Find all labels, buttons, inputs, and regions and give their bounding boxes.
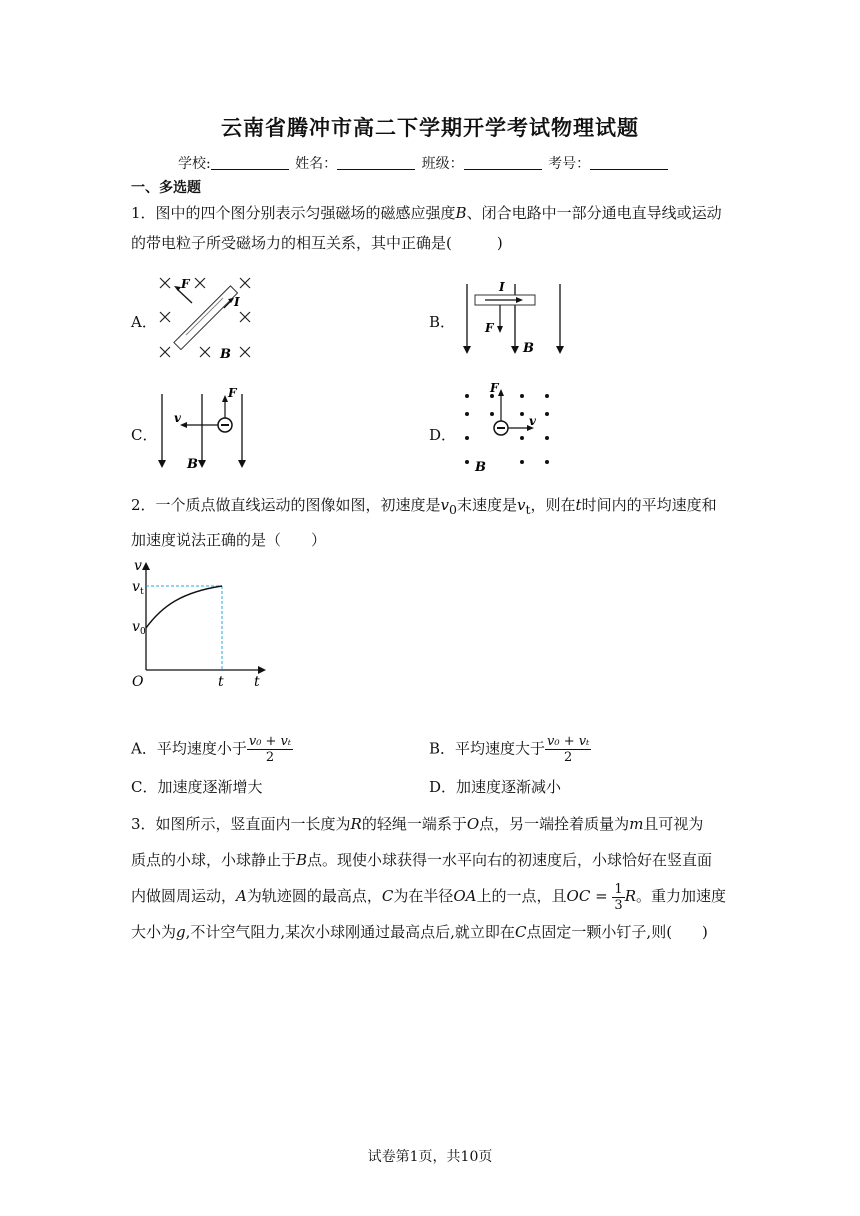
exam-number-blank[interactable] (590, 155, 668, 170)
label-b: B (220, 347, 231, 362)
q1-option-d-label[interactable]: D． (429, 426, 457, 444)
svg-text:v: v (134, 558, 142, 574)
page-footer: 试卷第1页，共10页 (367, 1149, 493, 1165)
svg-text:t: t (140, 587, 144, 597)
svg-text:F: F (228, 386, 237, 400)
q1-option-b-label[interactable]: B． (429, 313, 456, 331)
svg-text:F: F (490, 381, 499, 395)
svg-text:0: 0 (140, 627, 146, 637)
q1-diagram-c (150, 382, 260, 472)
q2-option-a[interactable]: A．平均速度小于 $\frac{\text{v₀ + vₜ}}{2}$ (131, 734, 292, 765)
svg-text:v: v (132, 579, 140, 595)
label-f: F (181, 277, 190, 291)
svg-text:B: B (475, 460, 486, 475)
svg-text:F: F (485, 321, 494, 335)
exam-number-label: 考号： (548, 156, 591, 172)
svg-text:v: v (132, 619, 140, 635)
q1-diagram-d (455, 380, 565, 475)
svg-text:t: t (254, 674, 260, 690)
velocity-curve (146, 586, 222, 628)
name-label: 姓名： (295, 156, 338, 172)
section-title: 一、多选题 (131, 180, 201, 196)
svg-text:B: B (523, 341, 534, 356)
q2-velocity-graph (128, 560, 278, 690)
label-i: I (234, 295, 240, 309)
q1-diagram-a (150, 270, 260, 365)
school-blank[interactable] (211, 155, 289, 170)
school-label: 学校: (178, 156, 211, 172)
svg-text:O: O (132, 674, 144, 690)
name-blank[interactable] (337, 155, 415, 170)
q2-option-b[interactable]: B．平均速度大于 $\frac{\text{v₀ + vₜ}}{2}$ (429, 734, 590, 765)
q2-option-c[interactable]: C．加速度逐渐增大 (131, 778, 263, 796)
class-label: 班级： (421, 156, 464, 172)
svg-text:v: v (529, 414, 536, 428)
class-blank[interactable] (464, 155, 542, 170)
svg-text:v: v (174, 411, 181, 425)
q1-diagram-b (455, 270, 575, 360)
svg-text:I: I (499, 280, 505, 294)
page-title: 云南省腾冲市高二下学期开学考试物理试题 (221, 116, 639, 140)
question-3-text: 3．如图所示，竖直面内一长度为R的轻绳一端系于O点，另一端拴着质量为m且可视为 质点的小球，小球静止于B点。现使小球获得一水平向右的初速度后，小球恰好在竖直面 内做圆周运动，A为轨迹圆的最高点，C为在半径OA上的一点，且OC = $\frac{1}{3}$ R。重力加速度 大小为g,不计空气阻力,某次小球刚通过最高点后,就立即在C点固定一颗小钉子,则( ) (131, 815, 727, 941)
svg-text:t: t (218, 674, 224, 690)
q1-option-a-label[interactable]: A． (131, 313, 157, 331)
q2-option-d[interactable]: D．加速度逐渐减小 (429, 778, 562, 796)
force-arrow (177, 289, 192, 303)
question-2-text: 2．一个质点做直线运动的图像如图，初速度是$v_0$末速度是$v_t$，则在t时间内的平均速度和 加速度说法正确的是（ ） (131, 496, 717, 549)
student-info-line (178, 153, 670, 173)
q1-option-c-label[interactable]: C． (131, 426, 158, 444)
svg-text:B: B (187, 457, 198, 472)
question-1-text: 1．图中的四个图分别表示匀强磁场的磁感应强度B、闭合电路中一部分通电直导线或运动 的带电粒子所受磁场力的相互关系，其中正确是( ) (131, 204, 722, 252)
